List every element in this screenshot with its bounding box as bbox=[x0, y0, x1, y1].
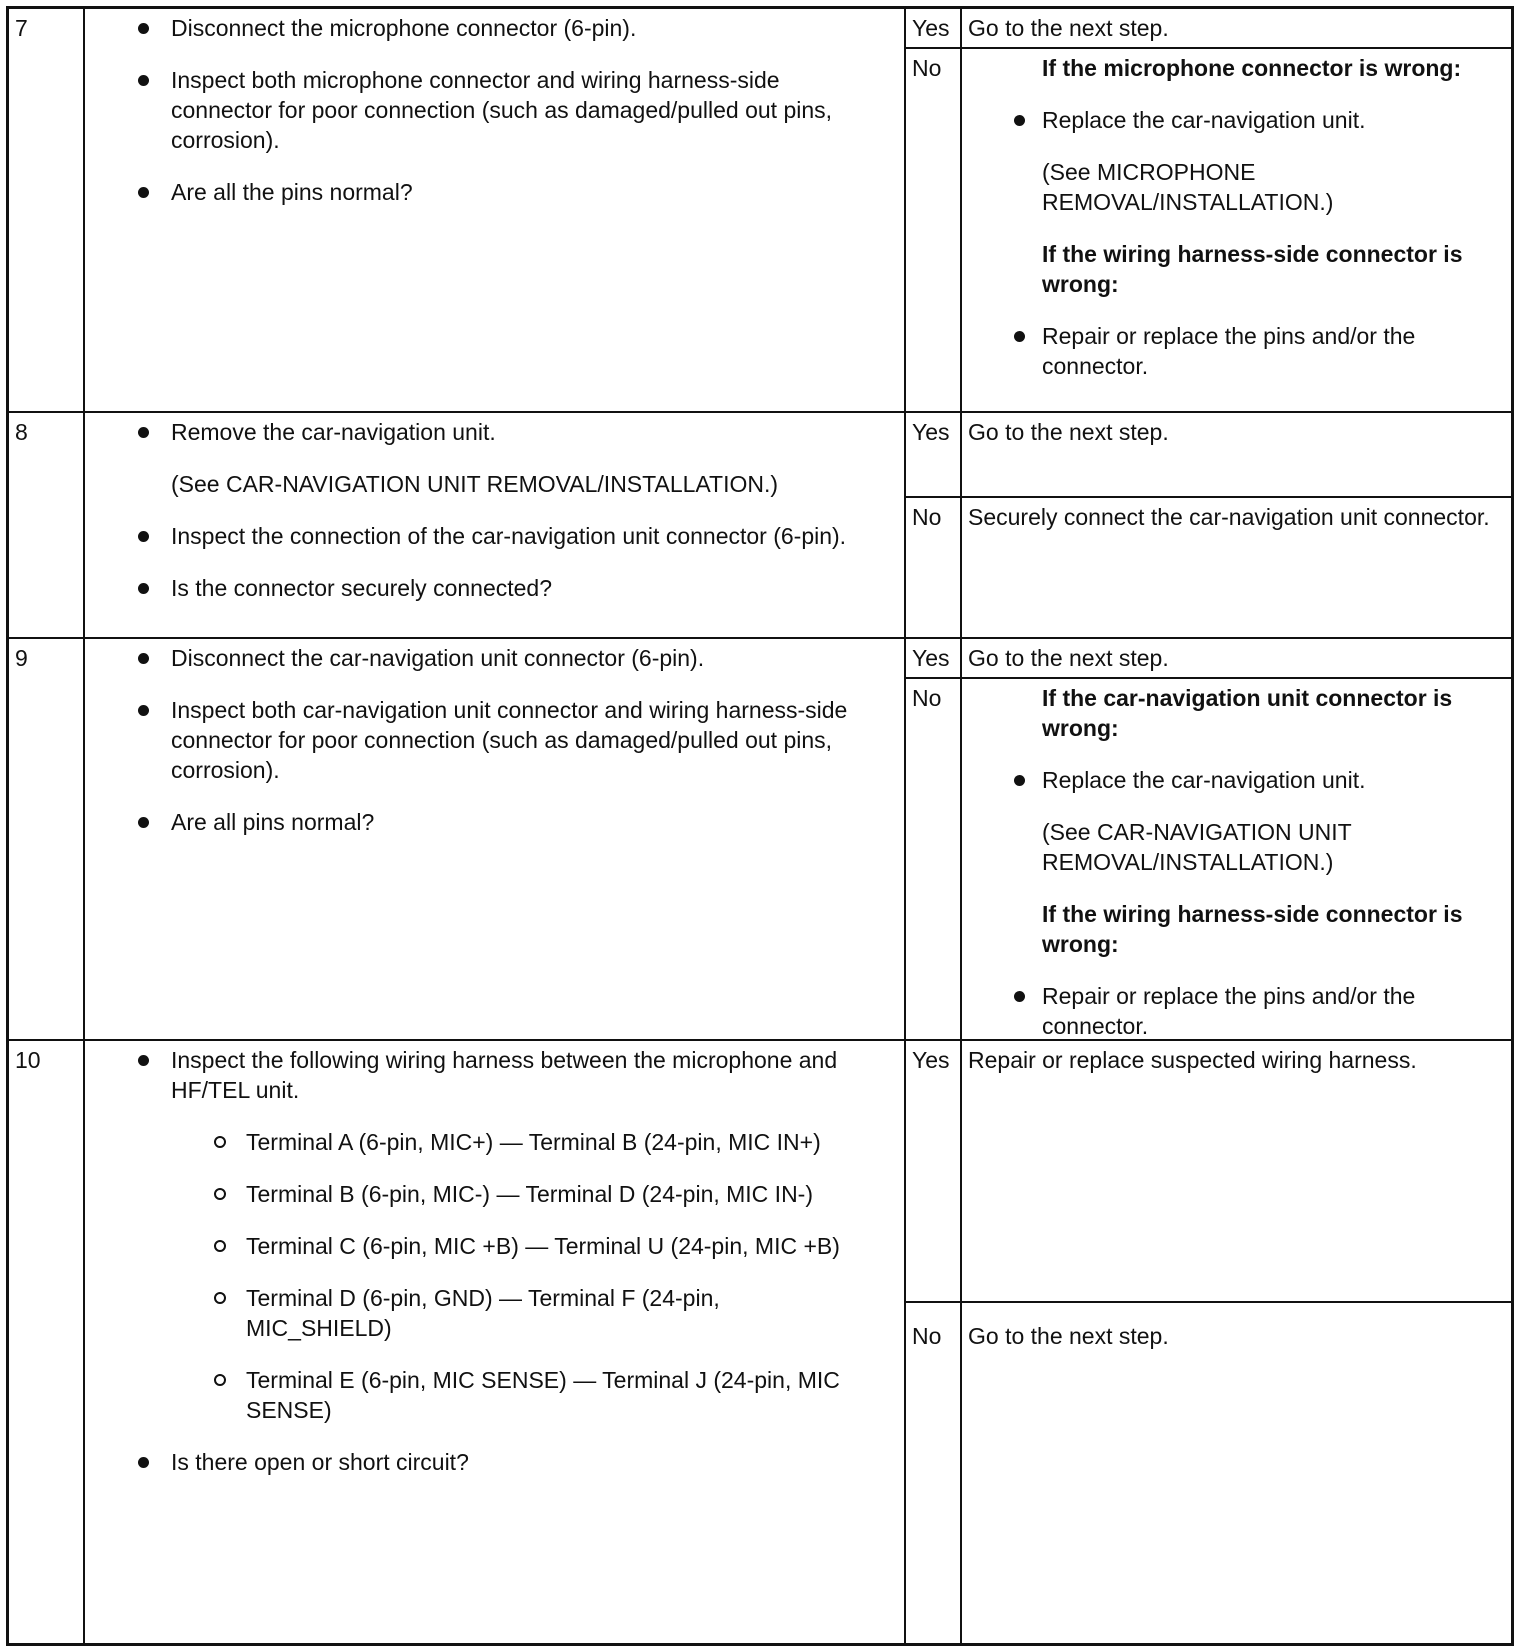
case-note: (See CAR-NAVIGATION UNIT REMOVAL/INSTALLATION.) bbox=[1042, 819, 1352, 875]
no-action bbox=[962, 49, 1511, 381]
case-action: Repair or replace the pins and/or the connector. bbox=[962, 981, 1511, 1041]
no-label: No bbox=[912, 55, 942, 81]
step-item: Is there open or short circuit? bbox=[85, 1447, 904, 1477]
terminal-item: Terminal E (6-pin, MIC SENSE) — Terminal J (24-pin, MIC SENSE) bbox=[85, 1365, 904, 1425]
result-column bbox=[906, 9, 962, 411]
inspection-steps bbox=[85, 9, 906, 411]
step-item: Inspect both car-navigation unit connector and wiring harness-side connector for poor connection (such as damaged/pulled out pins, corrosion). bbox=[85, 695, 904, 785]
no-label: No bbox=[912, 504, 942, 530]
no-label: No bbox=[912, 1323, 942, 1349]
step-number: 7 bbox=[9, 9, 85, 411]
no-action: Go to the next step. bbox=[968, 1323, 1169, 1349]
no-label: No bbox=[912, 685, 942, 711]
terminal-item: Terminal C (6-pin, MIC +B) — Terminal U (24-pin, MIC +B) bbox=[85, 1231, 904, 1261]
case-action: Replace the car-navigation unit. bbox=[962, 105, 1511, 135]
step-item: Is the connector securely connected? bbox=[85, 573, 904, 603]
inspection-steps bbox=[85, 639, 906, 1039]
yes-action: Repair or replace suspected wiring harness. bbox=[968, 1047, 1417, 1073]
table-row-step-9 bbox=[9, 637, 1511, 1039]
action-column bbox=[962, 413, 1511, 637]
case-heading: If the car-navigation unit connector is wrong: bbox=[1042, 685, 1453, 741]
case-action: Repair or replace the pins and/or the connector. bbox=[962, 321, 1511, 381]
step-note: (See CAR-NAVIGATION UNIT REMOVAL/INSTALLATION.) bbox=[171, 471, 779, 497]
result-column bbox=[906, 639, 962, 1039]
divider bbox=[962, 1301, 1511, 1303]
case-action: Replace the car-navigation unit. bbox=[962, 765, 1511, 795]
inspection-steps bbox=[85, 1041, 906, 1643]
yes-label: Yes bbox=[912, 419, 950, 445]
yes-label: Yes bbox=[912, 15, 950, 41]
case-note: (See MICROPHONE REMOVAL/INSTALLATION.) bbox=[1042, 159, 1334, 215]
yes-action: Go to the next step. bbox=[968, 419, 1169, 445]
no-action bbox=[962, 679, 1511, 1041]
step-item: Disconnect the microphone connector (6-pin). bbox=[85, 13, 904, 43]
step-number: 9 bbox=[9, 639, 85, 1039]
step-item: Are all pins normal? bbox=[85, 807, 904, 837]
table-row-step-8 bbox=[9, 411, 1511, 637]
step-item: Inspect the following wiring harness between the microphone and HF/TEL unit. bbox=[85, 1045, 904, 1105]
case-heading: If the wiring harness-side connector is wrong: bbox=[1042, 241, 1463, 297]
step-item: Remove the car-navigation unit. bbox=[85, 417, 904, 447]
step-item: Are all the pins normal? bbox=[85, 177, 904, 207]
table-row-step-10 bbox=[9, 1039, 1511, 1643]
yes-label: Yes bbox=[912, 1047, 950, 1073]
table-row-step-7 bbox=[9, 9, 1511, 411]
case-heading: If the wiring harness-side connector is wrong: bbox=[1042, 901, 1463, 957]
action-column bbox=[962, 9, 1511, 411]
action-column bbox=[962, 639, 1511, 1039]
step-item: Inspect both microphone connector and wiring harness-side connector for poor connection (such as damaged/pulled out pins, corrosion). bbox=[85, 65, 904, 155]
no-action: Securely connect the car-navigation unit connector. bbox=[968, 504, 1490, 530]
step-item: Inspect the connection of the car-navigation unit connector (6-pin). bbox=[85, 521, 904, 551]
result-column bbox=[906, 413, 962, 637]
step-item: Disconnect the car-navigation unit connector (6-pin). bbox=[85, 643, 904, 673]
terminal-item: Terminal A (6-pin, MIC+) — Terminal B (24-pin, MIC IN+) bbox=[85, 1127, 904, 1157]
terminal-item: Terminal D (6-pin, GND) — Terminal F (24-pin, MIC_SHIELD) bbox=[85, 1283, 904, 1343]
yes-action: Go to the next step. bbox=[968, 645, 1169, 671]
terminal-item: Terminal B (6-pin, MIC-) — Terminal D (24-pin, MIC IN-) bbox=[85, 1179, 904, 1209]
divider bbox=[906, 1301, 960, 1303]
action-column bbox=[962, 1041, 1511, 1643]
inspection-steps bbox=[85, 413, 906, 637]
yes-label: Yes bbox=[912, 645, 950, 671]
result-column bbox=[906, 1041, 962, 1643]
troubleshooting-table bbox=[6, 6, 1514, 1646]
yes-action: Go to the next step. bbox=[968, 15, 1169, 41]
case-heading: If the microphone connector is wrong: bbox=[1042, 55, 1462, 81]
step-number: 8 bbox=[9, 413, 85, 637]
step-number: 10 bbox=[9, 1041, 85, 1643]
